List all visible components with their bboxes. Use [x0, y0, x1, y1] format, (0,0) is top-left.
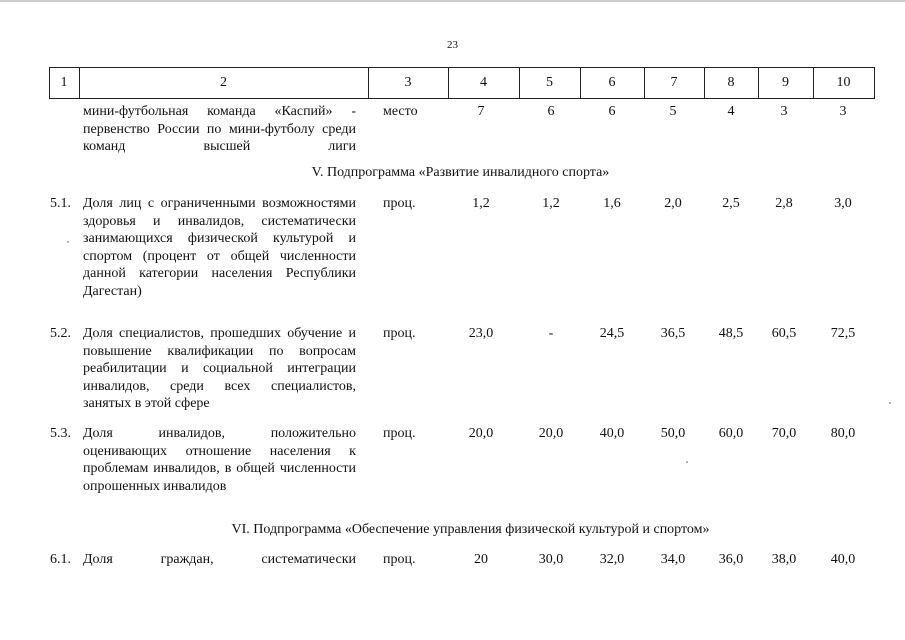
- row-value: 60,5: [771, 326, 797, 341]
- header-col-5: 5: [546, 75, 553, 90]
- row-value: 6: [547, 104, 555, 119]
- row-value: 2,8: [775, 196, 793, 211]
- row-value: 4: [727, 104, 735, 119]
- header-col-2: 2: [220, 75, 227, 90]
- row-description: мини-футбольная команда «Каспий» - первенство России по мини-футболу среди команд высшей лиги: [83, 104, 356, 154]
- row-value: 40,0: [830, 552, 856, 567]
- row-value: 7: [477, 104, 485, 119]
- row-value: 48,5: [718, 326, 744, 341]
- row-value: 1,6: [603, 196, 621, 211]
- row-value: 60,0: [718, 426, 744, 441]
- row-description: Доля граждан, систематически: [83, 552, 356, 567]
- header-col-10: 10: [836, 75, 851, 90]
- grid-line: [874, 68, 875, 98]
- row-value: 5: [669, 104, 677, 119]
- row-unit: проц.: [383, 552, 416, 567]
- row-value: 2,5: [722, 196, 740, 211]
- row-value: 2,0: [664, 196, 682, 211]
- row-value: 3,0: [834, 196, 852, 211]
- table-header: [49, 67, 875, 99]
- row-value: 1,2: [542, 196, 560, 211]
- scan-speck: [686, 461, 688, 463]
- row-value: -: [548, 326, 554, 341]
- header-col-7: 7: [670, 75, 678, 90]
- row-unit: проц.: [383, 326, 416, 341]
- header-col-8: 8: [727, 75, 735, 90]
- row-value: 20,0: [538, 426, 564, 441]
- row-number: 5.2.: [50, 326, 71, 341]
- row-value: 38,0: [771, 552, 797, 567]
- row-value: 30,0: [538, 552, 564, 567]
- page-number: 23: [447, 39, 458, 51]
- header-col-6: 6: [608, 75, 616, 90]
- header-col-4: 4: [480, 75, 487, 90]
- scan-speck: [889, 402, 891, 404]
- row-value: 1,2: [472, 196, 490, 211]
- row-value: 23,0: [468, 326, 494, 341]
- section-title-vi: VI. Подпрограмма «Обеспечение управления физической культурой и спортом»: [231, 522, 710, 537]
- header-col-1: 1: [60, 75, 68, 90]
- row-value: 34,0: [660, 552, 686, 567]
- row-value: 24,5: [599, 326, 625, 341]
- row-description: Доля специалистов, прошедших обучение и повышение квалификации по вопросам реабилитации и социальной интеграции инвалидов, среди всех специалистов, занятых в этой сфере: [83, 326, 356, 411]
- row-value: 32,0: [599, 552, 625, 567]
- row-value: 36,5: [660, 326, 686, 341]
- row-value: 70,0: [771, 426, 797, 441]
- section-title-v: V. Подпрограмма «Развитие инвалидного спорта»: [311, 165, 610, 180]
- header-col-3: 3: [404, 75, 412, 90]
- row-value: 36,0: [718, 552, 744, 567]
- row-value: 3: [780, 104, 788, 119]
- row-value: 50,0: [660, 426, 686, 441]
- row-value: 72,5: [830, 326, 856, 341]
- scan-speck: [67, 241, 69, 243]
- row-number: 6.1.: [50, 552, 71, 567]
- row-value: 3: [839, 104, 847, 119]
- row-description: Доля инвалидов, положительно оценивающих отношение населения к проблемам инвалидов, в общей численности опрошенных инвалидов: [83, 426, 356, 494]
- row-value: 20,0: [468, 426, 494, 441]
- row-unit: место: [383, 104, 418, 119]
- header-col-9: 9: [782, 75, 789, 90]
- row-value: 6: [608, 104, 616, 119]
- row-number: 5.1.: [50, 196, 71, 211]
- row-unit: проц.: [383, 196, 416, 211]
- row-unit: проц.: [383, 426, 416, 441]
- row-number: 5.3.: [50, 426, 71, 441]
- row-value: 80,0: [830, 426, 856, 441]
- row-value: 20: [474, 552, 488, 567]
- row-value: 40,0: [599, 426, 625, 441]
- page-top-edge: [0, 0, 905, 2]
- row-description: Доля лиц с ограниченными возможностями здоровья и инвалидов, систематически занимающихся физической культурой и спортом (процент от общей численности данной категории населения Республики Дагестан): [83, 196, 356, 299]
